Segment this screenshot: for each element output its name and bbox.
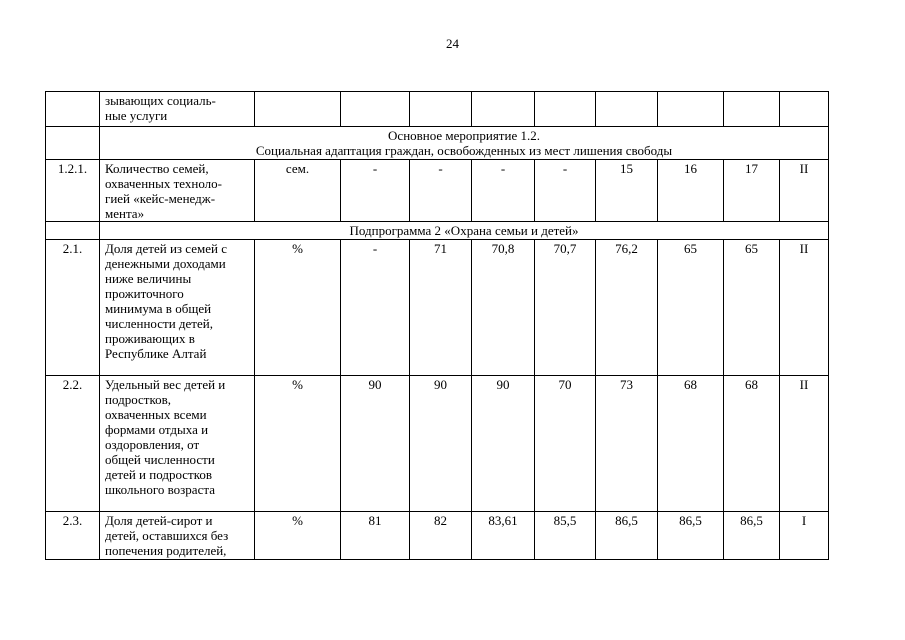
value-cell [724, 92, 780, 127]
value-cell [341, 92, 410, 127]
table-row [46, 160, 829, 222]
period-cell: I [780, 512, 829, 560]
value-cell: 82 [410, 512, 472, 560]
table-row [46, 376, 829, 512]
value-cell: 70 [535, 376, 596, 512]
indicator-name-line: общей численности [105, 452, 215, 467]
value-cell: 86,5 [596, 512, 658, 560]
unit-cell: % [255, 240, 341, 376]
indicator-name-line: Количество семей, [105, 161, 209, 176]
value-cell [596, 92, 658, 127]
period-cell: II [780, 376, 829, 512]
row-number-cell: 1.2.1. [46, 160, 100, 222]
indicator-name-line: детей, оставшихся без [105, 528, 229, 543]
indicator-name-line: Республике Алтай [105, 346, 207, 361]
section-heading-line: Подпрограмма 2 «Охрана семьи и детей» [349, 223, 579, 238]
table-row [46, 240, 829, 376]
indicator-name-line: зывающих социаль- [105, 93, 216, 108]
indicator-name-line: прожиточного [105, 286, 184, 301]
unit-cell [255, 92, 341, 127]
value-cell: 73 [596, 376, 658, 512]
value-cell: 16 [658, 160, 724, 222]
page-number: 24 [446, 36, 459, 51]
indicator-name-cell [100, 160, 255, 222]
value-cell [535, 92, 596, 127]
indicator-name-line: мента» [105, 206, 145, 221]
row-number-cell: 2.3. [46, 512, 100, 560]
value-cell: 83,61 [472, 512, 535, 560]
row-number-cell [46, 92, 100, 127]
value-cell: 65 [724, 240, 780, 376]
indicator-name-cell [100, 376, 255, 512]
value-cell: 90 [410, 376, 472, 512]
value-cell: 15 [596, 160, 658, 222]
row-number-cell: 2.2. [46, 376, 100, 512]
unit-cell: % [255, 376, 341, 512]
indicator-name-line: минимума в общей [105, 301, 212, 316]
indicator-name-line: Доля детей-сирот и [105, 513, 213, 528]
section-heading [100, 222, 829, 240]
period-cell [780, 92, 829, 127]
indicator-name-line: Удельный вес детей и [105, 377, 226, 392]
value-cell [472, 92, 535, 127]
value-cell: 85,5 [535, 512, 596, 560]
indicator-name-line: проживающих в [105, 331, 195, 346]
indicator-name-cell [100, 240, 255, 376]
section-heading-line: Социальная адаптация граждан, освобожденных из мест лишения свободы [255, 143, 673, 158]
value-cell: - [472, 160, 535, 222]
row-number-cell [46, 127, 100, 160]
table-body [46, 92, 829, 560]
value-cell: - [535, 160, 596, 222]
value-cell: 90 [472, 376, 535, 512]
row-number-cell: 2.1. [46, 240, 100, 376]
indicator-name-line: детей и подростков [105, 467, 213, 482]
period-cell: II [780, 160, 829, 222]
value-cell: 86,5 [658, 512, 724, 560]
value-cell: 70,7 [535, 240, 596, 376]
value-cell: - [410, 160, 472, 222]
value-cell: 17 [724, 160, 780, 222]
table-row [46, 92, 829, 127]
value-cell: 65 [658, 240, 724, 376]
indicator-name-line: охваченных техноло- [105, 176, 222, 191]
indicator-name-line: гией «кейс-менедж- [105, 191, 216, 206]
value-cell: - [341, 240, 410, 376]
value-cell: 68 [724, 376, 780, 512]
unit-cell: сем. [255, 160, 341, 222]
value-cell: 90 [341, 376, 410, 512]
value-cell [658, 92, 724, 127]
section-row [46, 222, 829, 240]
indicator-name-line: денежными доходами [105, 256, 226, 271]
unit-cell: % [255, 512, 341, 560]
indicator-name-line: подростков, [105, 392, 172, 407]
indicators-table [45, 91, 829, 560]
section-heading-line: Основное мероприятие 1.2. [388, 128, 540, 143]
period-cell: II [780, 240, 829, 376]
indicator-name-line: оздоровления, от [105, 437, 200, 452]
value-cell: 71 [410, 240, 472, 376]
value-cell: 81 [341, 512, 410, 560]
indicator-name-line: попечения родителей, [105, 543, 227, 558]
value-cell: 68 [658, 376, 724, 512]
indicator-name-line: школьного возраста [105, 482, 215, 497]
row-number-cell [46, 222, 100, 240]
indicator-name-line: формами отдыха и [105, 422, 209, 437]
value-cell: 70,8 [472, 240, 535, 376]
value-cell: 76,2 [596, 240, 658, 376]
indicator-name-cell [100, 92, 255, 127]
indicator-name-line: Доля детей из семей с [105, 241, 227, 256]
indicator-name-line: охваченных всеми [105, 407, 207, 422]
indicator-name-cell [100, 512, 255, 560]
section-heading [100, 127, 829, 160]
indicator-name-line: численности детей, [105, 316, 213, 331]
value-cell [410, 92, 472, 127]
value-cell: 86,5 [724, 512, 780, 560]
indicator-name-line: ниже величины [105, 271, 192, 286]
indicator-name-line: ные услуги [105, 108, 168, 123]
value-cell: - [341, 160, 410, 222]
section-row [46, 127, 829, 160]
table-row [46, 512, 829, 560]
